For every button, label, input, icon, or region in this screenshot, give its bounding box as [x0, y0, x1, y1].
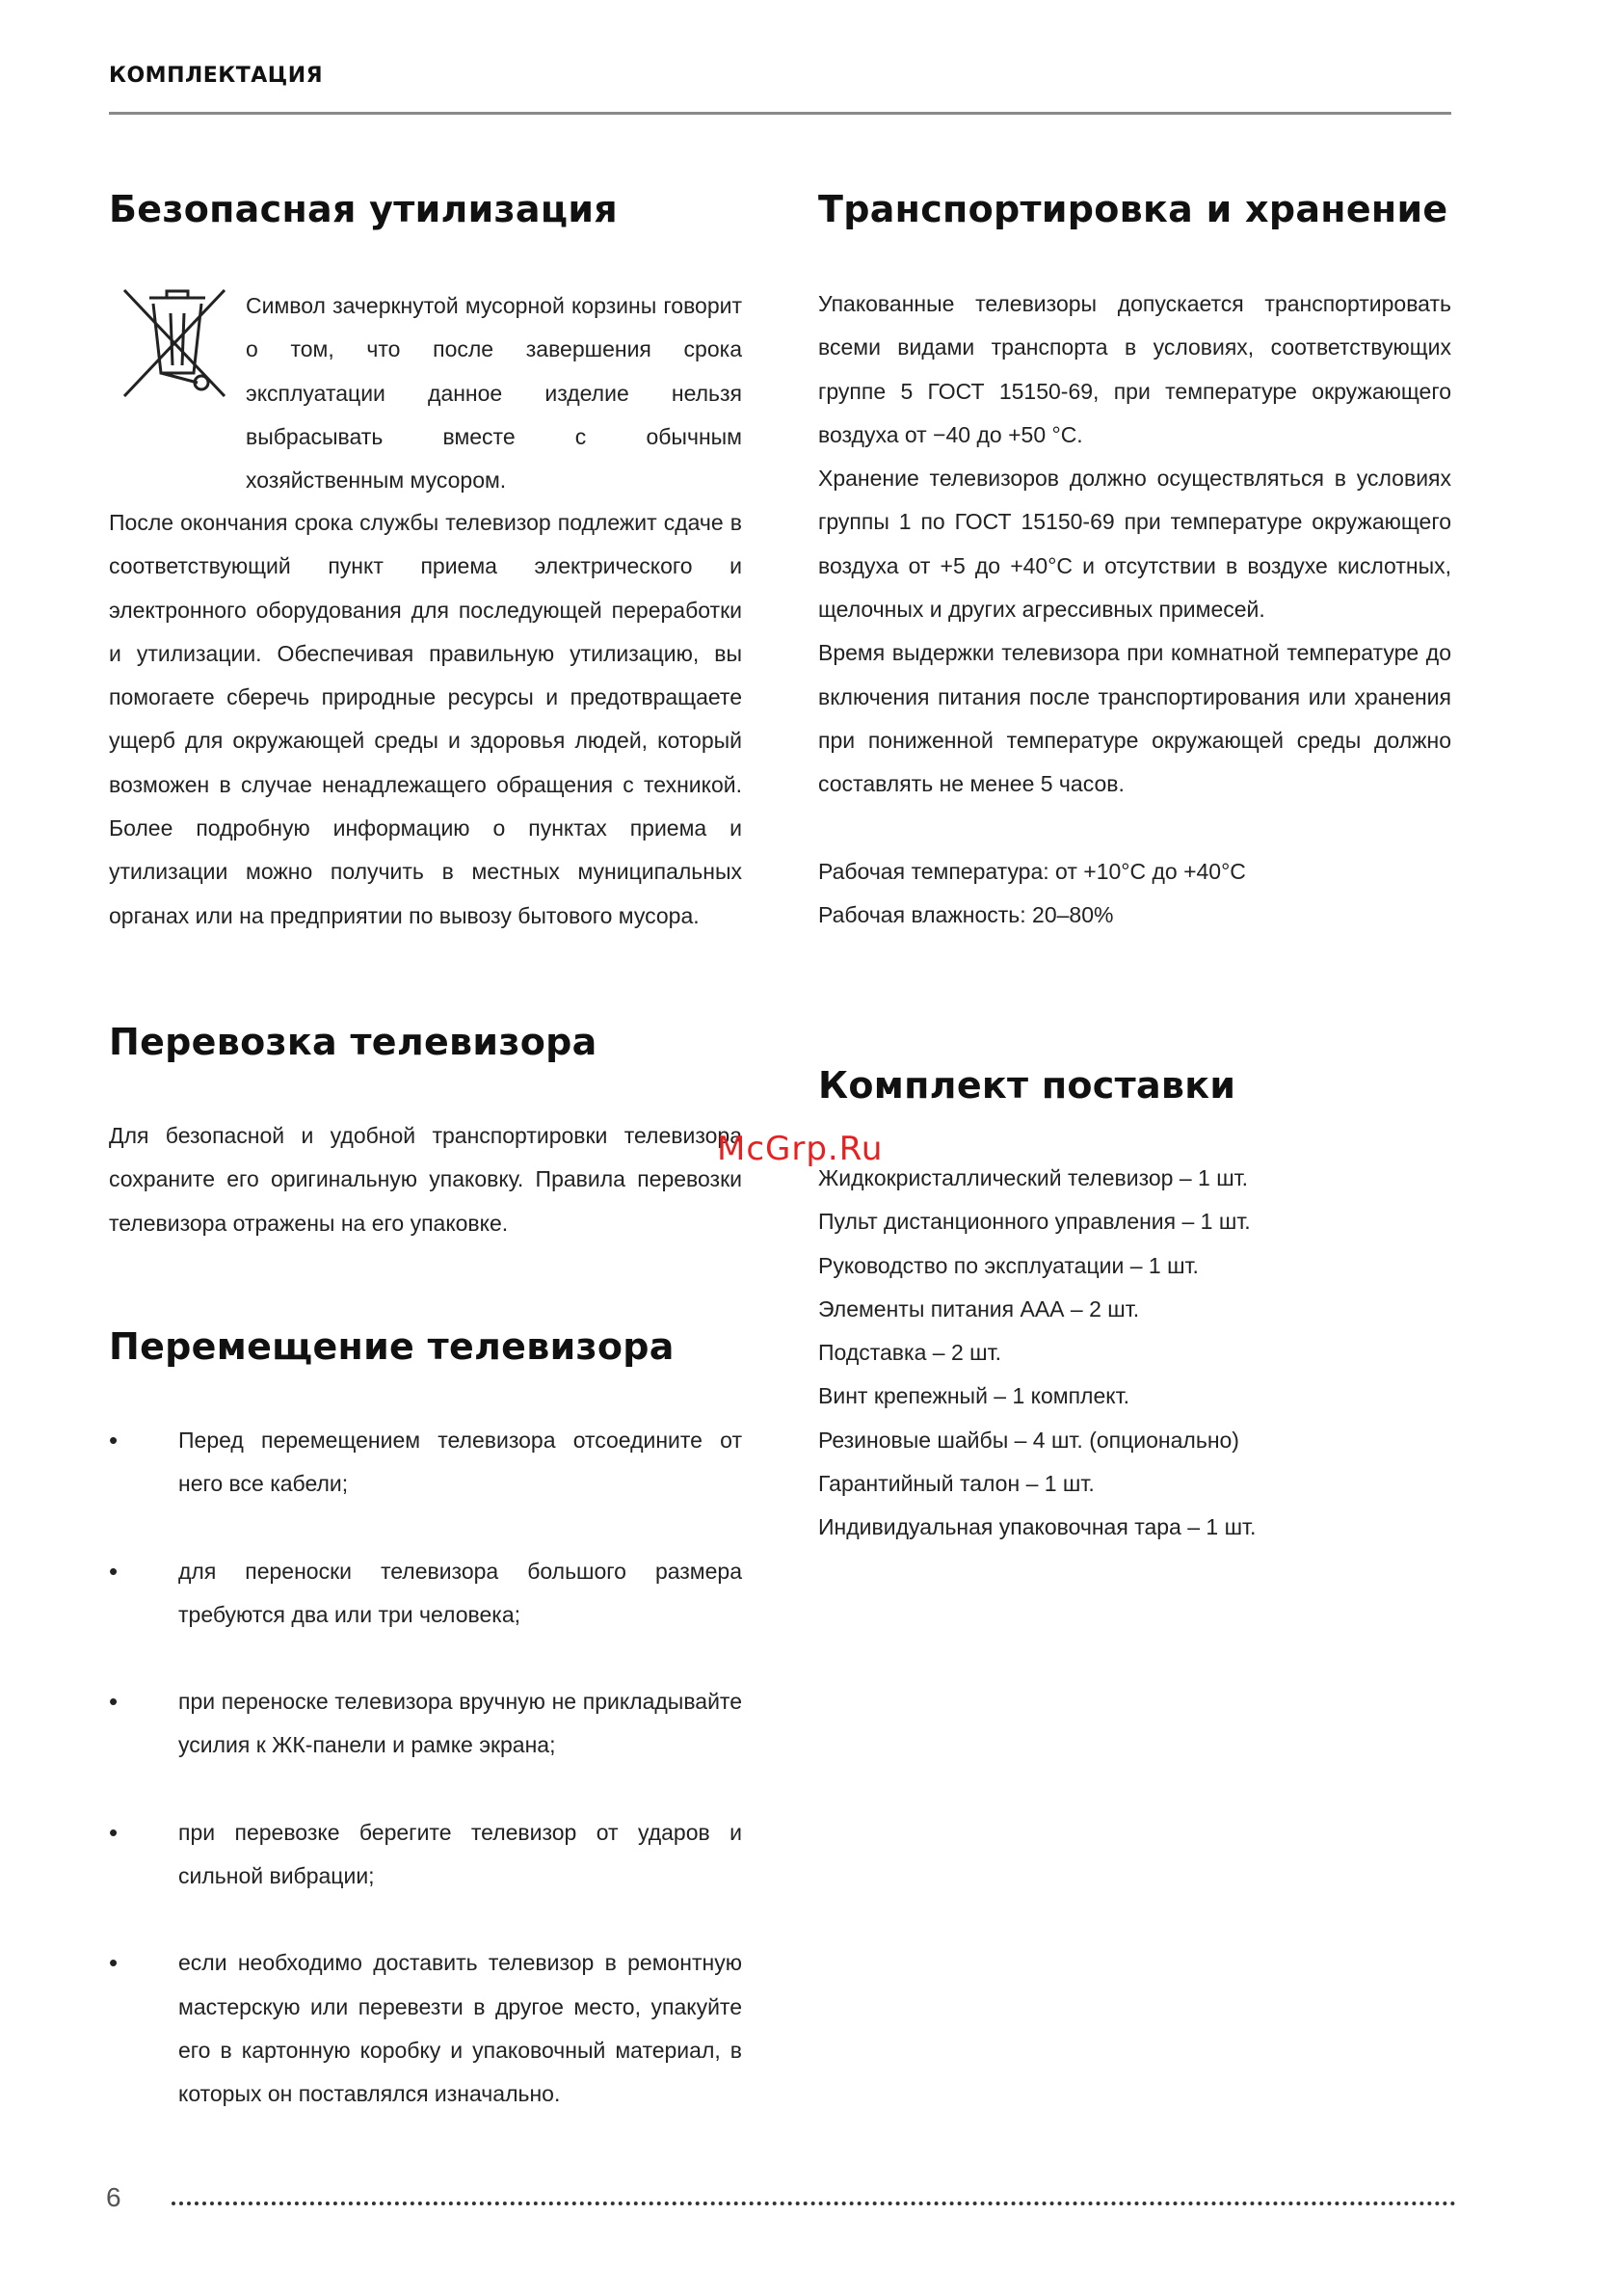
disposal-heading: Безопасная утилизация [109, 188, 618, 230]
storage-paragraph-2: Хранение телевизоров должно осуществляться в условиях группы 1 по ГОСТ 15150-69 при температуре окружающего воздуха от +5 до +40°С и отсутствии в воздухе кислотных, щелочных и других агрессивных примесей. [818, 466, 1451, 623]
list-item: • если необходимо доставить телевизор в ремонтную мастерскую или перевезти в другое место, упакуйте его в картонную коробку и упаковочный материал, в которых он поставлялся изначально. [109, 1941, 742, 2116]
list-item: Жидкокристаллический телевизор – 1 шт. [818, 1165, 1249, 1190]
bullet: • [109, 1426, 119, 1455]
list-item: • для переноски телевизора большого размера требуются два или три человека; [109, 1550, 742, 1638]
bullet: • [109, 1556, 119, 1586]
list-item: Руководство по эксплуатации – 1 шт. [818, 1252, 1199, 1278]
list-item: • при перевозке берегите телевизор от ударов и сильной вибрации; [109, 1811, 742, 1899]
footer-dotted-rule [172, 2202, 1456, 2205]
storage-heading: Транспортировка и хранение [818, 188, 1448, 230]
contents-list [818, 1157, 1451, 1550]
list-item: Гарантийный талон – 1 шт. [818, 1471, 1095, 1497]
storage-paragraph-3: Время выдержки телевизора при комнатной температуре до включения питания после транспортирования или хранения при пониженной температуре окружающей среды должно составлять не менее 5 часов. [818, 640, 1451, 797]
bullet: • [109, 1948, 119, 1978]
storage-text [818, 282, 1451, 937]
work-temperature: Рабочая температура: от +10°С до +40°С [818, 858, 1246, 884]
list-item: • Перед перемещением телевизора отсоедините от него все кабели; [109, 1419, 742, 1507]
storage-paragraph-1: Упакованные телевизоры допускается транспортировать всеми видами транспорта в условиях, соответствующих группе 5 ГОСТ 15150-69, при температуре окружающего воздуха от −40 до +50 °C. [818, 291, 1451, 447]
list-item: Винт крепежный – 1 комплект. [818, 1383, 1129, 1409]
disposal-paragraph: После окончания срока службы телевизор подлежит сдаче в соответствующий пункт приема электрического и электронного оборудования для последующей переработки и утилизации. Обеспечивая правильную утилизацию, вы помогаете сберечь природные ресурсы и предотвращаете ущерб для окружающей среды и здоровья людей, который возможен в случае ненадлежащего обращения с техникой. Более подробную информацию о пунктах приема и утилизации можно получить в местных муниципальных органах или на предприятии по вывозу бытового мусора. [109, 510, 742, 928]
transport-heading: Перевозка телевизора [109, 1021, 597, 1063]
page-number: 6 [106, 2182, 121, 2212]
list-item: • при переноске телевизора вручную не прикладывайте усилия к ЖК-панели и рамке экрана; [109, 1680, 742, 1768]
list-item: Пульт дистанционного управления – 1 шт. [818, 1209, 1251, 1235]
bullet: • [109, 1687, 119, 1717]
header-rule [109, 112, 1451, 115]
work-humidity: Рабочая влажность: 20–80% [818, 901, 1114, 927]
crossed-bin-icon [117, 284, 232, 400]
watermark: McGrp.Ru [717, 1130, 884, 1168]
bullet: • [109, 1817, 119, 1847]
list-item: Индивидуальная упаковочная тара – 1 шт. [818, 1514, 1257, 1540]
list-item: Элементы питания ААА – 2 шт. [818, 1295, 1140, 1322]
moving-list [109, 1419, 742, 2160]
transport-paragraph: Для безопасной и удобной транспортировки телевизора сохраните его оригинальную упаковку. Правила перевозки телевизора отражены на его упаковке. [109, 1123, 742, 1236]
list-item: Резиновые шайбы – 4 шт. (опционально) [818, 1427, 1239, 1453]
crossed-bin-description: Символ зачеркнутой мусорной корзины говорит о том, что после завершения срока эксплуатации данное изделие нельзя выбрасывать вместе с обычным хозяйственным мусором. [246, 293, 742, 494]
contents-heading: Комплект поставки [818, 1064, 1236, 1107]
section-header: КОМПЛЕКТАЦИЯ [109, 64, 324, 88]
moving-heading: Перемещение телевизора [109, 1325, 675, 1368]
list-item: Подставка – 2 шт. [818, 1340, 1001, 1366]
